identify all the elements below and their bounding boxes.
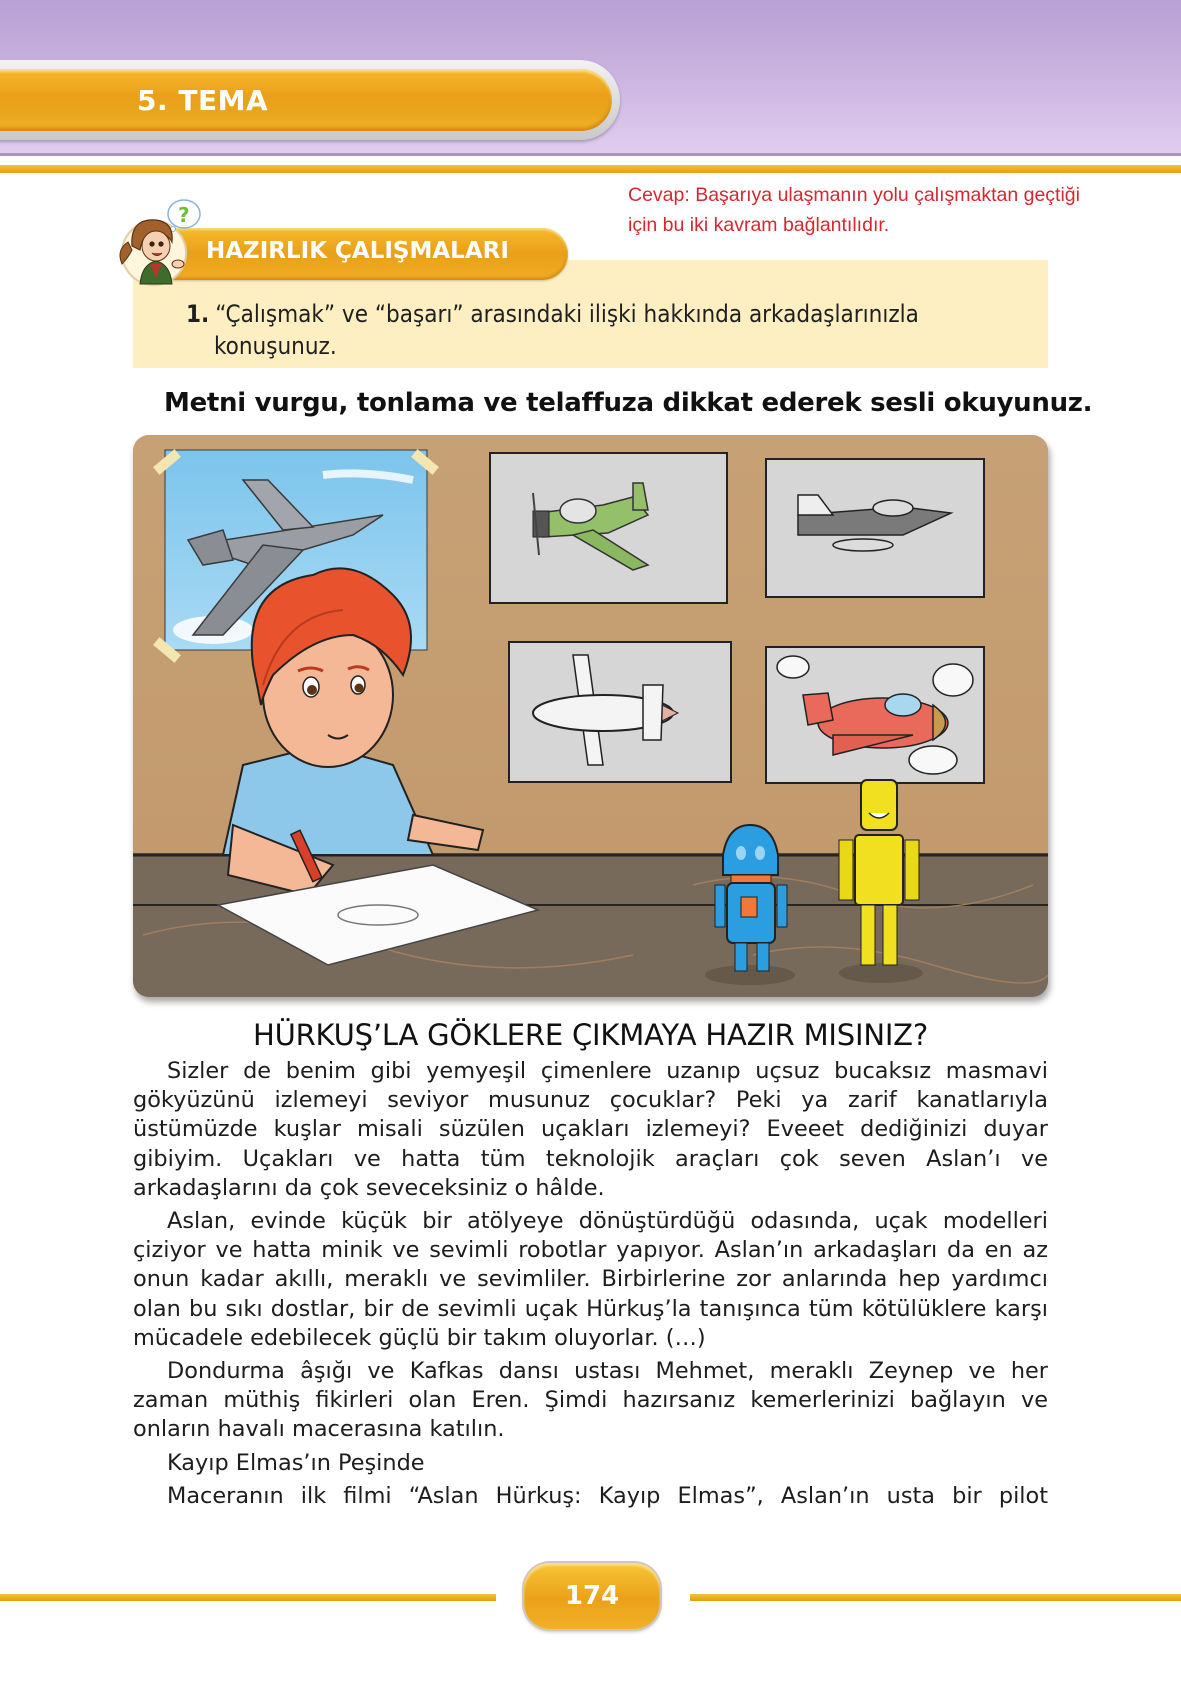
red-cartoon-plane-drawing [766, 647, 984, 783]
page-number-badge [524, 1563, 660, 1629]
preparation-title: HAZIRLIK ÇALIŞMALARI [206, 238, 509, 264]
green-propeller-plane-drawing [490, 453, 727, 603]
girl-thinking-question-icon [112, 198, 212, 288]
story-paragraph-4: Maceranın ilk filmi “Aslan Hürkuş: Kayıp Elmas”, Aslan’ın usta bir pilot [167, 1482, 1048, 1509]
answer-note [628, 180, 1148, 240]
reading-instruction: Metni vurgu, tonlama ve telaffuza dikkat ederek sesli okuyunuz. [164, 388, 1093, 418]
story-illustration [133, 435, 1048, 997]
question-number: 1. [186, 300, 210, 328]
answer-note-line-2: için bu iki kavram bağlantılıdır. [628, 214, 890, 236]
gray-jet-drawing [766, 459, 984, 597]
footer-rule-right [690, 1594, 1181, 1601]
theme-title: 5. TEMA [137, 84, 269, 117]
white-airliner-drawing [509, 642, 731, 782]
svg-text:?: ? [178, 203, 190, 227]
theme-pill [0, 69, 612, 131]
page-number: 174 [564, 1581, 620, 1611]
story-title: HÜRKUŞ’LA GÖKLERE ÇIKMAYA HAZIR MISINIZ? [252, 1018, 929, 1052]
story-paragraph-1: Sizler de benim gibi yemyeşil çimenlere uzanıp uçsuz bucaksız masmavi gökyüzünü izlemeyi seviyor musunuz çocuklar? Peki ya zarif kanatlarıyla üstümüzde kuşlar misali süzülen uçakları izlemeyi? Eveeet dediğinizi duyar gibiyim. Uçakları ve hatta tüm teknolojik araçları çok seven Aslan’ı ve arkadaşlarını da çok seveceksiniz o hâlde. [133, 1058, 1048, 1201]
preparation-question-1 [186, 298, 1032, 362]
story-paragraph-3: Dondurma âşığı ve Kafkas dansı ustası Mehmet, meraklı Zeynep ve her zaman müthiş fikirleri olan Eren. Şimdi hazırsanız kemerlerinizi bağlayın ve onların havalı macerasına katılın. [133, 1358, 1048, 1443]
question-text-line-2: konuşunuz. [214, 332, 337, 360]
footer-rule-left [0, 1594, 496, 1601]
story-text [133, 1057, 1048, 1515]
header-divider [0, 165, 1181, 173]
story-paragraph-2: Aslan, evinde küçük bir atölyeye dönüştürdüğü odasında, uçak modelleri çiziyor ve hatta minik ve sevimli robotlar yapıyor. Aslan’ın arkadaşları da en az onun kadar akıllı, meraklı ve sevimliler. Birbirlerine zor anlarında hep yardımcı olan bu sıkı dostlar, bir de sevimli uçak Hürkuş’la tanışınca tüm kötülüklere karşı mücadele edebilecek güçlü bir takım oluyorlar. (…) [133, 1208, 1048, 1351]
question-text-line-1: “Çalışmak” ve “başarı” arasındaki ilişki hakkında arkadaşlarınızla [215, 300, 919, 328]
answer-note-line-1: Cevap: Başarıya ulaşmanın yolu çalışmaktan geçtiği [628, 184, 1080, 206]
story-subheading: Kayıp Elmas’ın Peşinde [167, 1449, 425, 1476]
